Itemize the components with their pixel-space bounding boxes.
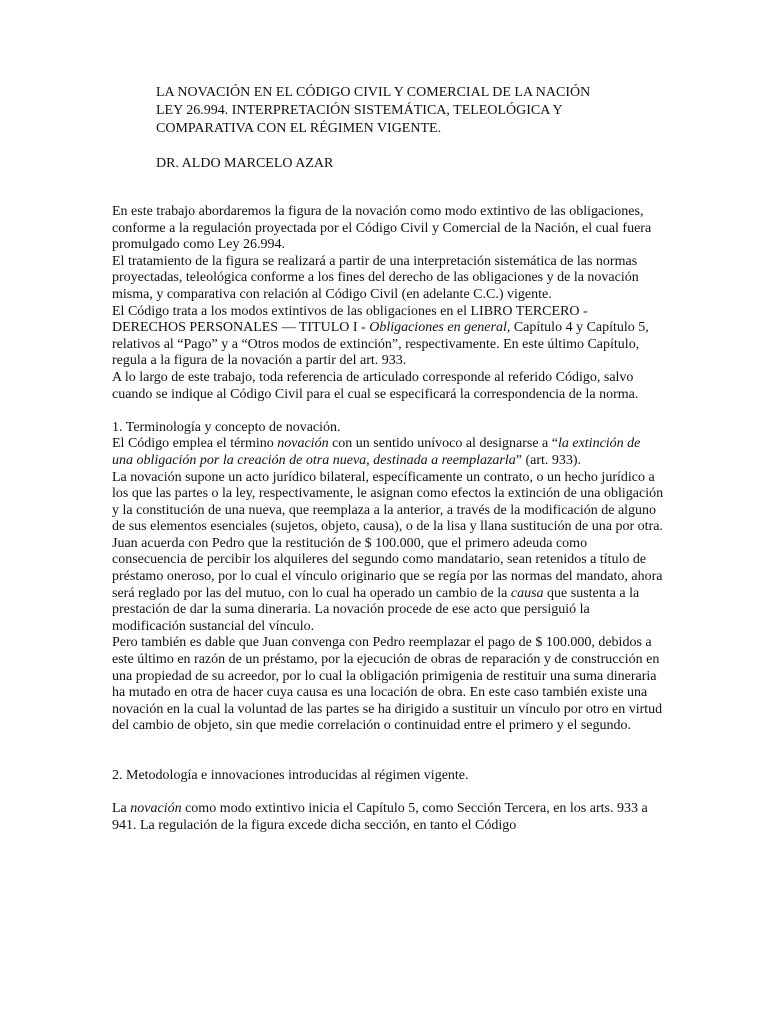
paragraph-definition: La novación supone un acto jurídico bilateral, específicamente un contrato, o un hecho jurídico a los que las partes o la ley, respectivamente, le asignan como efectos la extinción de una obligación y la constitución de una nueva, que reemplaza a la anterior, a través de la modificación de alguno de sus elementos esenciales (sujetos, objeto, causa), o de la lisa y llana sustitución de una por otra. (112, 469, 664, 535)
italic-run: novación (130, 801, 182, 817)
paragraph-intro: En este trabajo abordaremos la figura de la novación como modo extintivo de las obligaciones, conforme a la regulación proyectada por el Código Civil y Comercial de la Nación, el cual fuera promulgado como Ley 26.994. (112, 204, 652, 253)
text-run: El Código trata a los modos extintivos de las obligaciones en el LIBRO TERCERO - DERECHOS PERSONALES — TITULO I - (112, 303, 588, 336)
title-line-2: LEY 26.994. INTERPRETACIÓN SISTEMÁTICA, TELEOLÓGICA Y (156, 103, 563, 118)
paragraph-references: A lo largo de este trabajo, toda referencia de articulado corresponde al referido Código, salvo cuando se indique al Código Civil para el cual se especificará la correspondencia de la norma. (112, 369, 639, 402)
text-run: La (112, 801, 131, 817)
paragraph-term (112, 436, 664, 469)
paragraph-example-1 (112, 536, 664, 636)
text-run: Juan acuerda con Pedro que la restitución de $ 100.000, que el primero adeuda como consecuencia de percibir los alquileres del segundo como mandatario, sean retenidos a título de préstamo oneroso, por lo cual el vínculo originario que se regía por las normas del mandato, ahora será reglado por las del mutuo, con lo cual ha operado un cambio de la (112, 535, 663, 601)
italic-run: novación (277, 436, 329, 452)
text-run: El Código emplea el término (112, 436, 278, 452)
italic-run: Obligaciones en general (369, 320, 507, 336)
document-header (156, 84, 696, 173)
section-2-heading: 2. Metodología e innovaciones introducidas al régimen vigente. (112, 768, 469, 784)
paragraph-example-2: Pero también es dable que Juan convenga con Pedro reemplazar el pago de $ 100.000, debidos a este último en razón de un préstamo, por la ejecución de obras de reparación y de construcción en una propiedad de su acreedor, por lo cual la obligación primigenia de restituir una suma dineraria ha mutado en otra de hacer cuya causa es una locación de obra. En este caso también existe una novación en la cual la voluntad de las partes se ha dirigido a sustituir un vínculo por otro en virtud del cambio de objeto, sin que medie correlación o continuidad entre el primero y el segundo. (112, 635, 663, 734)
text-run: con un sentido unívoco al designarse a “ (328, 436, 558, 452)
text-run: que sustenta a la prestación de dar la suma dineraria. La novación procede de ese acto que persiguió la modificación sustancial del vínculo. (112, 585, 640, 634)
document-body (112, 204, 664, 835)
title-line-3: COMPARATIVA CON EL RÉGIMEN VIGENTE. (156, 121, 442, 136)
section-1-heading: 1. Terminología y concepto de novación. (112, 419, 341, 435)
title-line-1: LA NOVACIÓN EN EL CÓDIGO CIVIL Y COMERCIAL DE LA NACIÓN (156, 85, 591, 100)
author-name: DR. ALDO MARCELO AZAR (156, 156, 334, 171)
text-run: como modo extintivo inicia el Capítulo 5, como Sección Tercera, en los arts. 933 a 941. La regulación de la figura excede dicha sección, en tanto el Código (112, 801, 648, 833)
italic-quote: la extinción de una obligación por la creación de otra nueva, destinada a reemplazarla (112, 436, 641, 468)
paragraph-methodology (112, 801, 664, 834)
italic-run: causa (510, 585, 544, 601)
paragraph-treatment: El tratamiento de la figura se realizará a partir de una interpretación sistemática de las normas proyectadas, teleológica conforme a los fines del derecho de las obligaciones y de la novación misma, y comparativa con relación al Código Civil (en adelante C.C.) vigente. (112, 253, 639, 302)
paragraph-code-structure (112, 304, 664, 370)
text-run: , Capítulo 4 y Capítulo 5, relativos al “Pago” y a “Otros modos de extinción”, respectivamente. En este último Capítulo, regula a la figura de la novación a partir del art. 933. (112, 320, 649, 369)
text-run: ” (art. 933). (515, 452, 582, 468)
